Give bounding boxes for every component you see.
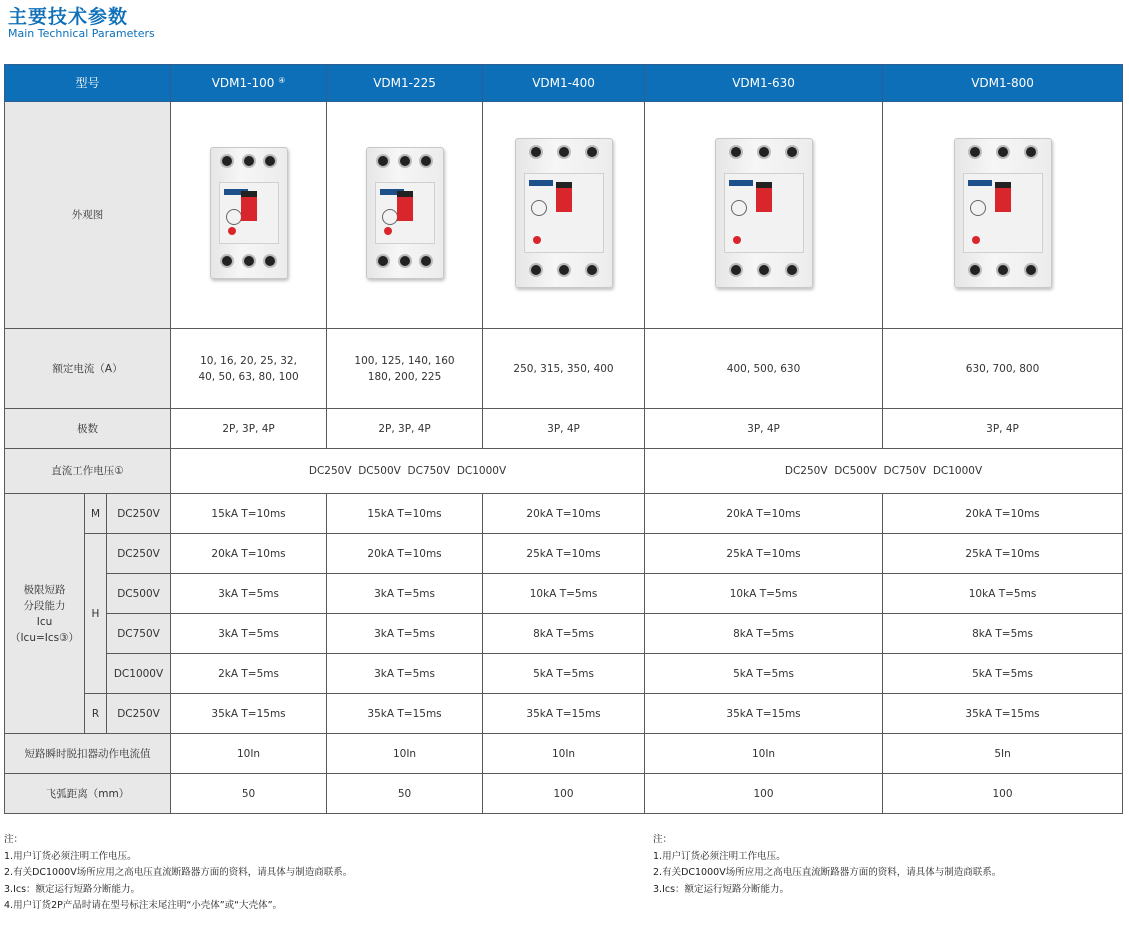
- header-label: 型号: [5, 65, 171, 102]
- breaking-label: 极限短路 分段能力 Icu （Icu=Ics③）: [5, 494, 85, 734]
- badge-icon: [731, 200, 747, 216]
- grade-label: H: [85, 534, 107, 694]
- dc-voltage-cell: DC250V DC500V DC750V DC1000V: [171, 449, 645, 494]
- rated-current-label: 额定电流（A）: [5, 329, 171, 409]
- instant-trip-label: 短路瞬时脱扣器动作电流值: [5, 734, 171, 774]
- model-header: VDM1-225: [327, 65, 483, 102]
- terminal-row: [217, 254, 281, 272]
- test-button-icon: [384, 227, 392, 235]
- poles-cell: 2P, 3P, 4P: [171, 409, 327, 449]
- notes-left: [4, 832, 352, 915]
- notes-title: 注：: [4, 834, 24, 845]
- breaker-face: [524, 173, 604, 253]
- page-subtitle: Main Technical Parameters: [8, 27, 155, 40]
- voltage-label: DC250V: [107, 534, 171, 574]
- breaking-cell: 3kA T=5ms: [327, 574, 483, 614]
- grade-label: M: [85, 494, 107, 534]
- breaker-image: [515, 138, 613, 288]
- arc-distance-cell: 100: [483, 774, 645, 814]
- rated-current-row: [5, 329, 1123, 409]
- model-header: VDM1-400: [483, 65, 645, 102]
- breaker-image: [366, 147, 444, 279]
- breaking-row: [5, 574, 1123, 614]
- breaking-cell: 5kA T=5ms: [483, 654, 645, 694]
- arc-distance-cell: 100: [645, 774, 883, 814]
- voltage-label: DC1000V: [107, 654, 171, 694]
- breaking-cell: 25kA T=10ms: [883, 534, 1123, 574]
- breaking-cell: 35kA T=15ms: [171, 694, 327, 734]
- terminal-row: [217, 154, 281, 172]
- instant-trip-row: [5, 734, 1123, 774]
- rated-current-cell: 100, 125, 140, 160 180, 200, 225: [327, 329, 483, 409]
- grade-label: R: [85, 694, 107, 734]
- poles-label: 极数: [5, 409, 171, 449]
- breaking-cell: 25kA T=10ms: [483, 534, 645, 574]
- voltage-label: DC250V: [107, 494, 171, 534]
- terminal-row: [522, 145, 606, 163]
- breaking-cell: 35kA T=15ms: [483, 694, 645, 734]
- breaking-row: [5, 614, 1123, 654]
- model-footnote-mark: ④: [278, 76, 286, 85]
- breaking-cell: 25kA T=10ms: [645, 534, 883, 574]
- note-item: 2.有关DC1000V场所应用之高电压直流断路器方面的资料，请具体与制造商联系。: [4, 867, 353, 878]
- test-button-icon: [972, 236, 980, 244]
- note-item: 3.Ics：额定运行短路分断能力。: [653, 883, 790, 895]
- instant-trip-cell: 10In: [171, 734, 327, 774]
- poles-cell: 2P, 3P, 4P: [327, 409, 483, 449]
- notes-title: 注：: [653, 834, 673, 845]
- on-switch-icon: [556, 188, 572, 212]
- badge-icon: [531, 200, 547, 216]
- arc-distance-row: [5, 774, 1123, 814]
- appearance-cell: [171, 102, 327, 329]
- breaking-cell: 3kA T=5ms: [171, 614, 327, 654]
- rated-current-cell: 630, 700, 800: [883, 329, 1123, 409]
- breaking-cell: 3kA T=5ms: [327, 654, 483, 694]
- header-row: [5, 65, 1123, 102]
- breaking-row: [5, 694, 1123, 734]
- breaking-cell: 3kA T=5ms: [171, 574, 327, 614]
- breaker-image: [210, 147, 288, 279]
- badge-icon: [382, 209, 398, 225]
- terminal-row: [722, 263, 806, 281]
- breaking-cell: 5kA T=5ms: [883, 654, 1123, 694]
- notes-right: [653, 832, 1001, 898]
- model-header: VDM1-630: [645, 65, 883, 102]
- appearance-cell: [483, 102, 645, 329]
- brand-label: [729, 180, 753, 186]
- breaking-cell: 8kA T=5ms: [883, 614, 1123, 654]
- breaking-row: [5, 494, 1123, 534]
- brand-label: [968, 180, 992, 186]
- spec-table: [4, 64, 1123, 814]
- appearance-cell: [645, 102, 883, 329]
- breaking-cell: 20kA T=10ms: [483, 494, 645, 534]
- voltage-label: DC250V: [107, 694, 171, 734]
- note-item: 2.有关DC1000V场所应用之高电压直流断路器方面的资料，请具体与制造商联系。: [653, 867, 1002, 878]
- terminal-row: [373, 154, 437, 172]
- breaking-row: [5, 654, 1123, 694]
- breaking-cell: 10kA T=5ms: [483, 574, 645, 614]
- test-button-icon: [228, 227, 236, 235]
- arc-distance-cell: 50: [171, 774, 327, 814]
- test-button-icon: [733, 236, 741, 244]
- arc-distance-cell: 50: [327, 774, 483, 814]
- arc-distance-cell: 100: [883, 774, 1123, 814]
- on-switch-icon: [756, 188, 772, 212]
- terminal-row: [961, 263, 1045, 281]
- breaking-cell: 8kA T=5ms: [483, 614, 645, 654]
- breaking-cell: 20kA T=10ms: [327, 534, 483, 574]
- rated-current-cell: 250, 315, 350, 400: [483, 329, 645, 409]
- breaking-cell: 2kA T=5ms: [171, 654, 327, 694]
- voltage-label: DC750V: [107, 614, 171, 654]
- poles-cell: 3P, 4P: [883, 409, 1123, 449]
- instant-trip-cell: 5In: [883, 734, 1123, 774]
- poles-row: [5, 409, 1123, 449]
- breaking-cell: 20kA T=10ms: [171, 534, 327, 574]
- breaking-cell: 15kA T=10ms: [171, 494, 327, 534]
- dc-voltage-label: 直流工作电压①: [5, 449, 171, 494]
- breaker-face: [219, 182, 279, 244]
- breaking-cell: 10kA T=5ms: [645, 574, 883, 614]
- rated-current-cell: 400, 500, 630: [645, 329, 883, 409]
- breaker-image: [715, 138, 813, 288]
- appearance-label: 外观图: [5, 102, 171, 329]
- terminal-row: [961, 145, 1045, 163]
- breaking-cell: 35kA T=15ms: [645, 694, 883, 734]
- breaking-row: [5, 534, 1123, 574]
- terminal-row: [373, 254, 437, 272]
- appearance-row: [5, 102, 1123, 329]
- appearance-cell: [327, 102, 483, 329]
- appearance-cell: [883, 102, 1123, 329]
- arc-distance-label: 飞弧距离（mm）: [5, 774, 171, 814]
- on-switch-icon: [241, 197, 257, 221]
- breaking-cell: 3kA T=5ms: [327, 614, 483, 654]
- badge-icon: [226, 209, 242, 225]
- terminal-row: [522, 263, 606, 281]
- note-item: 1.用户订货必须注明工作电压。: [653, 850, 786, 862]
- model-header: VDM1-800: [883, 65, 1123, 102]
- instant-trip-cell: 10In: [483, 734, 645, 774]
- voltage-label: DC500V: [107, 574, 171, 614]
- test-button-icon: [533, 236, 541, 244]
- rated-current-cell: 10, 16, 20, 25, 32, 40, 50, 63, 80, 100: [171, 329, 327, 409]
- breaking-cell: 20kA T=10ms: [883, 494, 1123, 534]
- breaking-cell: 35kA T=15ms: [883, 694, 1123, 734]
- poles-cell: 3P, 4P: [645, 409, 883, 449]
- note-item: 1.用户订货必须注明工作电压。: [4, 850, 137, 862]
- breaker-image: [954, 138, 1052, 288]
- breaking-cell: 20kA T=10ms: [645, 494, 883, 534]
- breaking-cell: 5kA T=5ms: [645, 654, 883, 694]
- dc-voltage-row: [5, 449, 1123, 494]
- model-name: VDM1-100: [211, 76, 275, 90]
- badge-icon: [970, 200, 986, 216]
- page-title: 主要技术参数: [8, 6, 129, 28]
- brand-label: [529, 180, 553, 186]
- breaker-face: [375, 182, 435, 244]
- breaking-cell: 35kA T=15ms: [327, 694, 483, 734]
- breaking-cell: 10kA T=5ms: [883, 574, 1123, 614]
- model-header: [171, 65, 327, 102]
- terminal-row: [722, 145, 806, 163]
- on-switch-icon: [397, 197, 413, 221]
- note-item: 3.Ics：额定运行短路分断能力。: [4, 883, 141, 895]
- on-switch-icon: [995, 188, 1011, 212]
- dc-voltage-cell: DC250V DC500V DC750V DC1000V: [645, 449, 1123, 494]
- instant-trip-cell: 10In: [327, 734, 483, 774]
- poles-cell: 3P, 4P: [483, 409, 645, 449]
- breaker-face: [963, 173, 1043, 253]
- breaker-face: [724, 173, 804, 253]
- breaking-cell: 15kA T=10ms: [327, 494, 483, 534]
- instant-trip-cell: 10In: [645, 734, 883, 774]
- note-item: 4.用户订货2P产品时请在型号标注末尾注明“小壳体”或“大壳体”。: [4, 900, 283, 911]
- breaking-cell: 8kA T=5ms: [645, 614, 883, 654]
